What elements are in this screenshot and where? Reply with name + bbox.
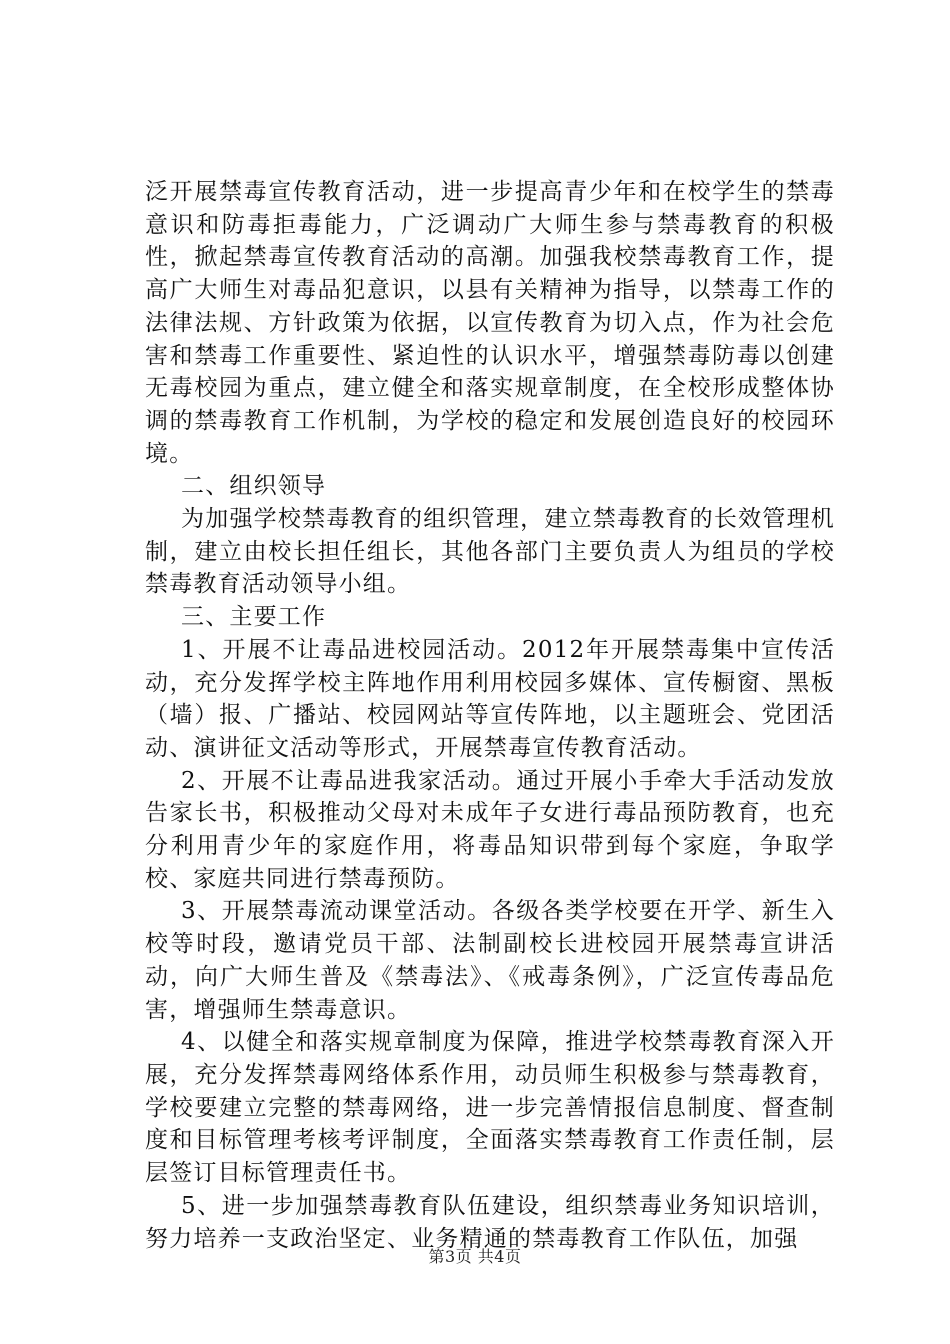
page-number-footer: 第3页 共4页	[428, 1247, 522, 1266]
section-heading-main-work: 三、主要工作	[181, 604, 327, 631]
paragraph-item-5: 5、进一步加强禁毒教育队伍建设，组织禁毒业务知识培训，努力培养一支政治坚定、业务精通的禁毒教育工作队伍，加强	[145, 1192, 835, 1252]
paragraph-item-2: 2、开展不让毒品进我家活动。通过开展小手牵大手活动发放告家长书，积极推动父母对未成年子女进行毒品预防教育，也充分利用青少年的家庭作用，将毒品知识带到每个家庭，争取学校、家庭共同进行禁毒预防。	[145, 767, 835, 892]
paragraph-intro-continuation: 泛开展禁毒宣传教育活动，进一步提高青少年和在校学生的禁毒意识和防毒拒毒能力，广泛调动广大师生参与禁毒教育的积极性，掀起禁毒宣传教育活动的高潮。加强我校禁毒教育工作，提高广大师生对毒品犯意识，以县有关精神为指导，以禁毒工作的法律法规、方针政策为依据，以宣传教育为切入点，作为社会危害和禁毒工作重要性、紧迫性的认识水平，增强禁毒防毒以创建无毒校园为重点，建立健全和落实规章制度，在全校形成整体协调的禁毒教育工作机制，为学校的稳定和发展创造良好的校园环境。	[145, 179, 835, 467]
section-heading-organization: 二、组织领导	[181, 473, 327, 500]
paragraph-item-3: 3、开展禁毒流动课堂活动。各级各类学校要在开学、新生入校等时段，邀请党员干部、法制副校长进校园开展禁毒宣讲活动，向广大师生普及《禁毒法》、《戒毒条例》，广泛宣传毒品危害，增强师生禁毒意识。	[145, 898, 835, 1023]
document-body	[145, 176, 835, 1255]
paragraph-item-4: 4、以健全和落实规章制度为保障，推进学校禁毒教育深入开展，充分发挥禁毒网络体系作用，动员师生积极参与禁毒教育，学校要建立完整的禁毒网络，进一步完善情报信息制度、督查制度和目标管理考核考评制度，全面落实禁毒教育工作责任制，层层签订目标管理责任书。	[145, 1029, 835, 1187]
paragraph-item-1: 1、开展不让毒品进校园活动。2012年开展禁毒集中宣传活动，充分发挥学校主阵地作用利用校园多媒体、宣传橱窗、黑板（墙）报、广播站、校园网站等宣传阵地，以主题班会、党团活动、演讲征文活动等形式，开展禁毒宣传教育活动。	[145, 636, 835, 761]
paragraph-organization: 为加强学校禁毒教育的组织管理，建立禁毒教育的长效管理机制，建立由校长担任组长，其他各部门主要负责人为组员的学校禁毒教育活动领导小组。	[145, 506, 835, 598]
